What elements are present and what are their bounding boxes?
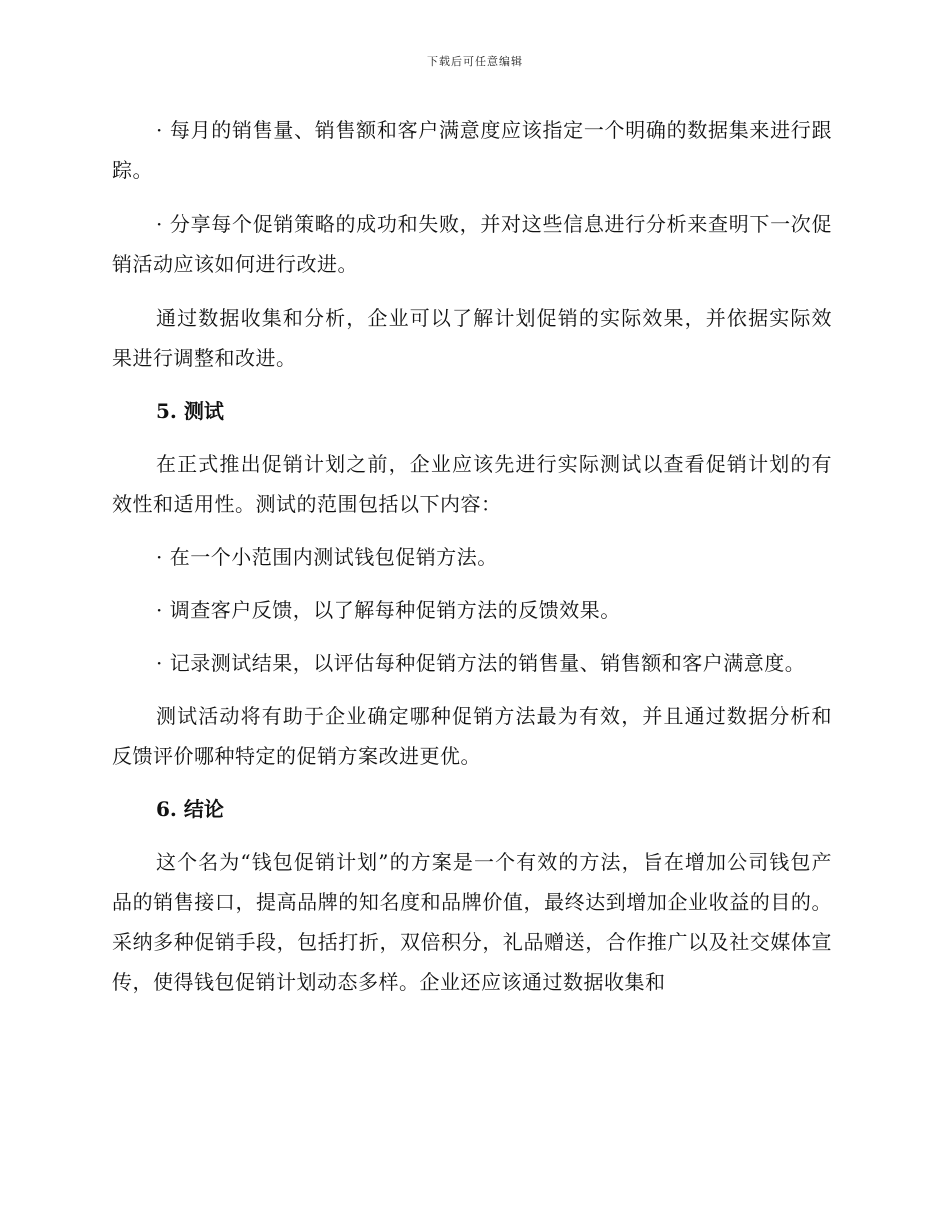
body-paragraph: 这个名为“钱包促销计划”的方案是一个有效的方法，旨在增加公司钱包产品的销售接口，提高品牌的知名度和品牌价值，最终达到增加企业收益的目的。采纳多种促销手段，包括打折，双倍积分，礼品赠送，合作推广以及社交媒体宣传，使得钱包促销计划动态多样。企业还应该通过数据收集和 <box>112 850 832 994</box>
bullet-paragraph: · 分享每个促销策略的成功和失败，并对这些信息进行分析来查明下一次促销活动应该如何进行改进。 <box>112 212 832 276</box>
bullet-paragraph: · 调查客户反馈，以了解每种促销方法的反馈效果。 <box>156 598 621 622</box>
section-heading-conclusion: 6. 结论 <box>156 797 224 821</box>
body-paragraph: 在正式推出促销计划之前，企业应该先进行实际测试以查看促销计划的有效性和适用性。测试的范围包括以下内容： <box>112 452 832 516</box>
section-heading-test: 5. 测试 <box>156 399 224 423</box>
body-paragraph: 测试活动将有助于企业确定哪种促销方法最为有效，并且通过数据分析和反馈评价哪种特定的促销方案改进更优。 <box>112 704 832 768</box>
document-body <box>112 110 832 1002</box>
bullet-paragraph: · 在一个小范围内测试钱包促销方法。 <box>156 545 498 569</box>
body-paragraph: 通过数据收集和分析，企业可以了解计划促销的实际效果，并依据实际效果进行调整和改进。 <box>112 306 832 370</box>
bullet-paragraph: · 记录测试结果，以评估每种促销方法的销售量、销售额和客户满意度。 <box>156 651 806 675</box>
page-header: 下载后可任意编辑 <box>427 55 523 68</box>
bullet-paragraph: · 每月的销售量、销售额和客户满意度应该指定一个明确的数据集来进行跟踪。 <box>112 118 832 182</box>
